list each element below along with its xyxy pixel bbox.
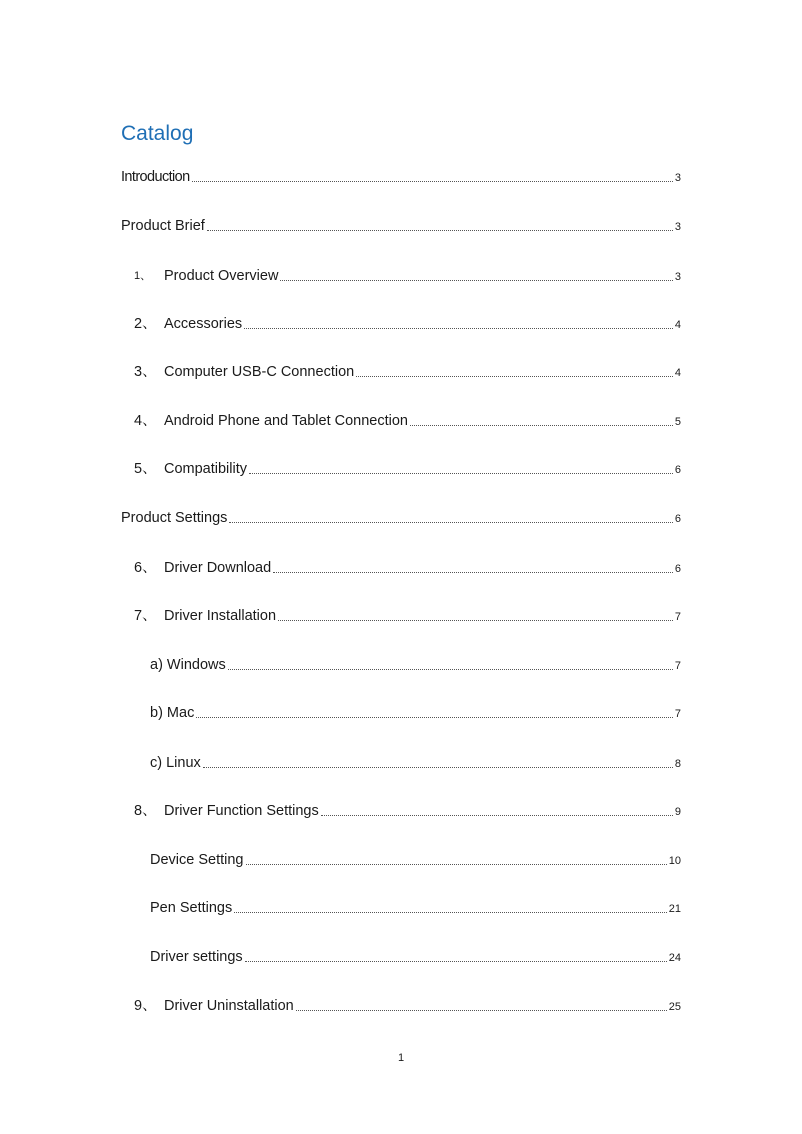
dot-leader: [228, 669, 673, 670]
dot-leader: [249, 473, 673, 474]
toc-entry-label: Driver Installation: [164, 608, 277, 624]
toc-entry-label: Driver Download: [164, 560, 272, 576]
toc-page-number: 24: [668, 952, 681, 964]
toc-entry-label: Driver Function Settings: [164, 803, 319, 819]
toc-entry-number: 8、: [134, 803, 157, 819]
toc-page-number: 5: [674, 416, 681, 428]
toc-entry-device-setting[interactable]: [150, 847, 681, 869]
toc-entry-product-overview[interactable]: [134, 263, 681, 285]
dot-leader: [278, 620, 673, 621]
dot-leader: [296, 1010, 667, 1011]
toc-page-number: 7: [674, 660, 681, 672]
dot-leader: [192, 181, 673, 182]
toc-entry-driver-settings[interactable]: [150, 944, 681, 966]
toc-page-number: 3: [674, 221, 681, 233]
toc-entry-number: 9、: [134, 998, 157, 1014]
toc-entry-label: Driver settings: [150, 949, 243, 965]
toc-entry-driver-download[interactable]: [134, 555, 681, 577]
toc-entry-linux[interactable]: [150, 750, 681, 772]
dot-leader: [246, 864, 667, 865]
toc-entry-product-brief[interactable]: [121, 213, 681, 235]
toc-entry-label: Computer USB-C Connection: [164, 364, 355, 380]
dot-leader: [410, 425, 673, 426]
toc-entry-label: c) Linux: [150, 755, 201, 771]
dot-leader: [207, 230, 673, 231]
toc-page-number: 6: [674, 513, 681, 525]
toc-entry-number: 1、: [134, 270, 152, 282]
toc-entry-driver-function-settings[interactable]: [134, 798, 681, 820]
toc-entry-label: Accessories: [164, 316, 243, 332]
toc-page-number: 3: [674, 172, 681, 184]
dot-leader: [196, 717, 673, 718]
dot-leader: [229, 522, 672, 523]
toc-entry-label: Device Setting: [150, 852, 244, 868]
toc-page-number: 9: [674, 806, 681, 818]
toc-entry-accessories[interactable]: [134, 311, 681, 333]
page-title: Catalog: [121, 122, 194, 145]
toc-entry-number: 5、: [134, 461, 157, 477]
toc-entry-label: Android Phone and Tablet Connection: [164, 413, 409, 429]
dot-leader: [280, 280, 672, 281]
dot-leader: [321, 815, 673, 816]
toc-entry-driver-uninstallation[interactable]: [134, 993, 681, 1015]
toc-entry-windows[interactable]: [150, 652, 681, 674]
toc-page-number: 10: [668, 855, 681, 867]
toc-entry-driver-installation[interactable]: [134, 603, 681, 625]
toc-entry-label: Pen Settings: [150, 900, 233, 916]
toc-page-number: 21: [668, 903, 681, 915]
toc-entry-label: b) Mac: [150, 705, 195, 721]
toc-page-number: 4: [674, 319, 681, 331]
toc-page-number: 7: [674, 611, 681, 623]
toc-entry-pen-settings[interactable]: [150, 895, 681, 917]
toc-entry-label: Compatibility: [164, 461, 247, 477]
dot-leader: [356, 376, 673, 377]
toc-entry-label: Product Overview: [164, 268, 279, 284]
page-number-footer: 1: [397, 1052, 405, 1064]
toc-entry-label: Product Settings: [121, 510, 228, 526]
toc-page-number: 8: [674, 758, 681, 770]
dot-leader: [245, 961, 667, 962]
dot-leader: [234, 912, 667, 913]
toc-page-number: 7: [674, 708, 681, 720]
toc-entry-android-connection[interactable]: [134, 408, 681, 430]
toc-entry-introduction[interactable]: [121, 164, 681, 186]
toc-entry-number: 3、: [134, 364, 157, 380]
toc-page-number: 25: [668, 1001, 681, 1013]
toc-entry-number: 6、: [134, 560, 157, 576]
toc-page-number: 3: [674, 271, 681, 283]
dot-leader: [244, 328, 673, 329]
toc-page-number: 4: [674, 367, 681, 379]
toc-page-number: 6: [674, 464, 681, 476]
dot-leader: [203, 767, 673, 768]
dot-leader: [273, 572, 673, 573]
toc-entry-product-settings[interactable]: [121, 505, 681, 527]
toc-entry-mac[interactable]: [150, 700, 681, 722]
toc-entry-number: 2、: [134, 316, 157, 332]
toc-entry-number: 4、: [134, 413, 157, 429]
toc-entry-number: 7、: [134, 608, 157, 624]
toc-entry-label: Introduction: [121, 169, 190, 185]
toc-entry-computer-usb-c-connection[interactable]: [134, 359, 681, 381]
toc-page-number: 6: [674, 563, 681, 575]
toc-entry-label: Product Brief: [121, 218, 205, 234]
toc-entry-label: Driver Uninstallation: [164, 998, 294, 1014]
toc-entry-label: a) Windows: [150, 657, 226, 673]
toc-entry-compatibility[interactable]: [134, 456, 681, 478]
